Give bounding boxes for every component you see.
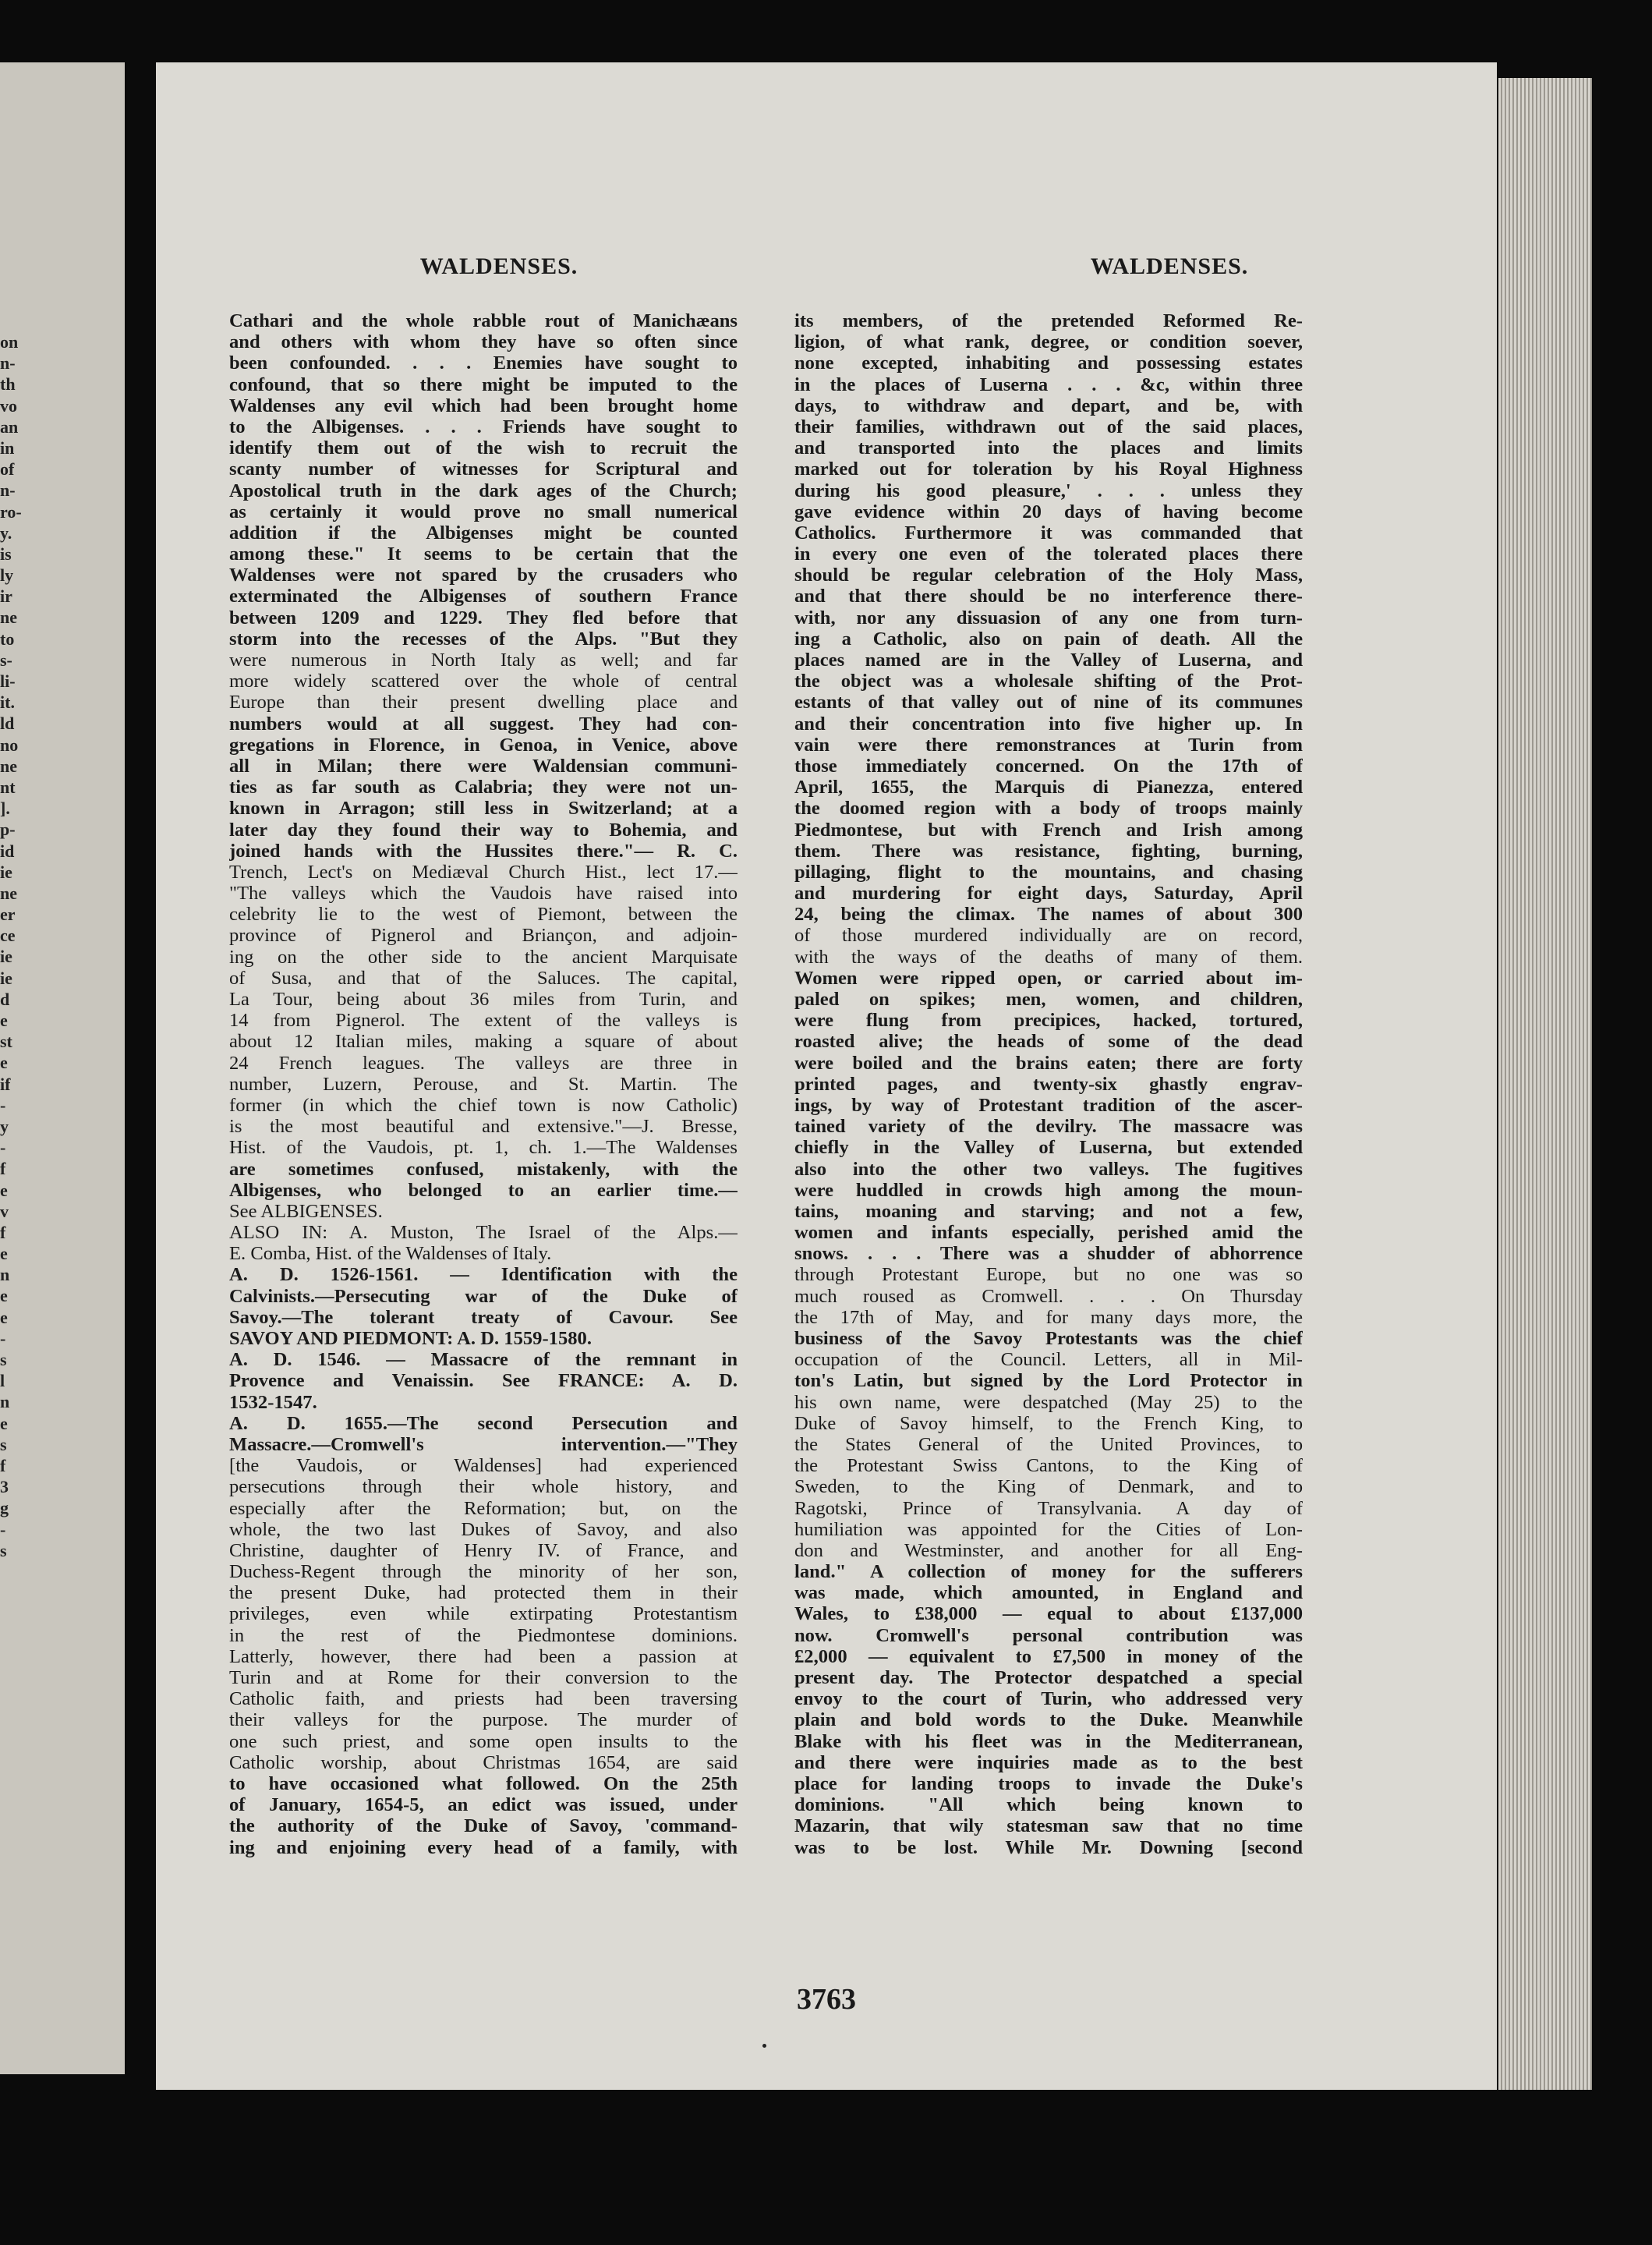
ink-speck (762, 2044, 766, 2048)
left-column-line: Waldenses any evil which had been brought home (229, 395, 738, 416)
right-text-column (794, 310, 1303, 1858)
page-number: 3763 (797, 1983, 856, 2016)
adjacent-page-line: n- (0, 353, 16, 374)
left-column-line: Apostolical truth in the dark ages of the Church; (229, 480, 738, 501)
left-column-line: ing on the other side to the ancient Marquisate (229, 946, 738, 968)
adjacent-page-line: ld (0, 714, 15, 734)
right-column-line: in every one even of the tolerated places there (794, 544, 1303, 565)
right-column-line: April, 1655, the Marquis di Pianezza, entered (794, 777, 1303, 798)
left-column-line: confound, that so there might be imputed to the (229, 374, 738, 395)
adjacent-page-line: ie (0, 947, 12, 967)
right-column-line: vain were there remonstrances at Turin from (794, 734, 1303, 756)
adjacent-page-line: if (0, 1074, 11, 1094)
adjacent-page-line: is (0, 544, 12, 564)
left-column-line: of Susa, and that of the Saluces. The capital, (229, 967, 738, 989)
adjacent-page-line: e (0, 1180, 8, 1200)
left-column-line: of January, 1654-5, an edict was issued, under (229, 1794, 738, 1816)
left-column-line: known in Arragon; still less in Switzerland; at a (229, 798, 738, 820)
right-column-line: chiefly in the Valley of Luserna, but extended (794, 1137, 1303, 1159)
right-column-line: don and Westminster, and another for all Eng- (794, 1539, 1303, 1561)
left-column-line: identify them out of the wish to recruit the (229, 437, 738, 459)
right-column-line: was made, which amounted, in England and (794, 1582, 1303, 1604)
adjacent-page-line: it. (0, 692, 15, 713)
adjacent-page-line: n (0, 1392, 10, 1412)
adjacent-page-line: - (0, 1138, 6, 1158)
adjacent-page-line: v (0, 1201, 9, 1221)
right-column-line: estants of that valley out of nine of its communes (794, 692, 1303, 714)
left-column-line: Provence and Venaissin. See FRANCE: A. D. (229, 1370, 738, 1392)
right-column-line: place for landing troops to invade the Duke's (794, 1772, 1303, 1794)
book-page (156, 62, 1497, 2090)
adjacent-page-line: vo (0, 395, 17, 416)
left-column-line: privileges, even while extirpating Protestantism (229, 1603, 738, 1625)
right-column-line: of those murdered individually are on record, (794, 925, 1303, 947)
left-column-line: "The valleys which the Vaudois have raised into (229, 883, 738, 905)
right-column-line: and there were inquiries made as to the best (794, 1751, 1303, 1773)
left-column-line: persecutions through their whole history, and (229, 1476, 738, 1498)
left-column-line: numbers would at all suggest. They had con- (229, 713, 738, 735)
left-column-line: Catholic faith, and priests had been traversing (229, 1688, 738, 1710)
right-column-line: pillaging, flight to the mountains, and chasing (794, 861, 1303, 883)
left-column-line: and others with whom they have so often since (229, 331, 738, 353)
adjacent-page-line: 3 (0, 1477, 9, 1497)
right-column-line: snows. . . . There was a shudder of abhorrence (794, 1243, 1303, 1265)
left-column-line: celebrity lie to the west of Piemont, between the (229, 904, 738, 926)
left-column-line: to have occasioned what followed. On the 25th (229, 1772, 738, 1794)
left-column-line: whole, the two last Dukes of Savoy, and also (229, 1518, 738, 1540)
left-column-line: were numerous in North Italy as well; and far (229, 650, 738, 671)
right-column-line: Mazarin, that wily statesman saw that no time (794, 1815, 1303, 1837)
right-column-line: tains, moaning and starving; and not a few, (794, 1200, 1303, 1222)
right-column-line: none excepted, inhabiting and possessing estates (794, 352, 1303, 374)
left-column-line: one such priest, and some open insults to the (229, 1730, 738, 1752)
right-column-line: also into the other two valleys. The fugitives (794, 1158, 1303, 1180)
left-column-line: 14 from Pignerol. The extent of the valleys is (229, 1010, 738, 1032)
right-column-line: occupation of the Council. Letters, all in Mil- (794, 1349, 1303, 1371)
left-column-line: all in Milan; there were Waldensian communi- (229, 755, 738, 777)
right-column-line: tained variety of the devilry. The massacre was (794, 1116, 1303, 1138)
left-column-line: are sometimes confused, mistakenly, with the (229, 1158, 738, 1180)
adjacent-page-line: ie (0, 862, 12, 882)
right-column-line: ligion, of what rank, degree, or condition soever, (794, 331, 1303, 353)
right-column-line: now. Cromwell's personal contribution was (794, 1624, 1303, 1646)
right-column-line: present day. The Protector despatched a special (794, 1667, 1303, 1688)
adjacent-page-line: s- (0, 650, 12, 670)
right-column-line: the doomed region with a body of troops mainly (794, 798, 1303, 820)
right-column-line: those immediately concerned. On the 17th of (794, 755, 1303, 777)
right-column-line: their families, withdrawn out of the said places, (794, 416, 1303, 437)
right-column-line: in the places of Luserna . . . &c, within three (794, 374, 1303, 395)
adjacent-page-line: e (0, 1244, 8, 1264)
right-column-line: days, to withdraw and depart, and be, with (794, 395, 1303, 416)
left-column-line: more widely scattered over the whole of central (229, 671, 738, 692)
adjacent-page-line: d (0, 989, 10, 1009)
adjacent-page-line: p- (0, 820, 16, 840)
left-column-line: scanty number of witnesses for Scriptural and (229, 459, 738, 480)
adjacent-page-line: st (0, 1032, 12, 1052)
left-column-line: addition if the Albigenses might be counted (229, 522, 738, 544)
right-column-line: business of the Savoy Protestants was the chief (794, 1328, 1303, 1349)
right-column-line: Piedmontese, but with French and Irish among (794, 819, 1303, 841)
left-text-column (229, 310, 738, 1858)
right-column-line: printed pages, and twenty-six ghastly engrav- (794, 1073, 1303, 1095)
right-column-line: Women were ripped open, or carried about im- (794, 967, 1303, 989)
right-column-line: with, nor any dissuasion of any one from turn- (794, 607, 1303, 629)
right-column-line: envoy to the court of Turin, who addressed very (794, 1688, 1303, 1710)
adjacent-page-line: f (0, 1455, 6, 1475)
right-column-line: ing a Catholic, also on pain of death. All the (794, 628, 1303, 650)
left-column-line: ties as far south as Calabria; they were not un- (229, 777, 738, 798)
adjacent-page-line: an (0, 416, 19, 437)
adjacent-page-line: y (0, 1116, 9, 1136)
left-column-line: later day they found their way to Bohemia, and (229, 819, 738, 841)
adjacent-page-line: l (0, 1371, 5, 1391)
right-column-line: were flung from precipices, hacked, tortured, (794, 1010, 1303, 1032)
left-column-line: A. D. 1546. — Massacre of the remnant in (229, 1349, 738, 1371)
left-column-line: A. D. 1655.—The second Persecution and (229, 1412, 738, 1434)
left-column-line: between 1209 and 1229. They fled before that (229, 607, 738, 629)
right-column-line: Blake with his fleet was in the Mediterranean, (794, 1730, 1303, 1752)
right-column-line: should be regular celebration of the Holy Mass, (794, 565, 1303, 586)
left-column-line: Massacre.—Cromwell's intervention.—"They (229, 1433, 738, 1455)
right-column-line: gave evidence within 20 days of having become (794, 501, 1303, 522)
right-column-line: the Protestant Swiss Cantons, to the King of (794, 1455, 1303, 1477)
adjacent-page-line: to (0, 629, 15, 649)
adjacent-page-line: of (0, 459, 15, 480)
left-column-line: to the Albigenses. . . . Friends have sought to (229, 416, 738, 437)
left-column-line: SAVOY AND PIEDMONT: A. D. 1559-1580. (229, 1328, 592, 1349)
right-column-line: £2,000 — equivalent to £7,500 in money of the (794, 1645, 1303, 1667)
adjacent-page-line: nt (0, 777, 16, 797)
adjacent-page-line: - (0, 1328, 6, 1348)
right-column-line: Duke of Savoy himself, to the French King, to (794, 1412, 1303, 1434)
adjacent-page-line: f (0, 1222, 6, 1242)
adjacent-page-line: e (0, 1286, 8, 1306)
right-column-line: ings, by way of Protestant tradition of the ascer- (794, 1094, 1303, 1116)
left-column-line: Europe than their present dwelling place and (229, 692, 738, 714)
right-column-line: with the ways of the deaths of many of them. (794, 946, 1303, 968)
page-stack-edge (1498, 78, 1592, 2090)
right-column-line: paled on spikes; men, women, and children, (794, 989, 1303, 1010)
left-column-line: the authority of the Duke of Savoy, 'command- (229, 1815, 738, 1837)
adjacent-page-line: e (0, 1011, 8, 1030)
left-column-line: La Tour, being about 36 miles from Turin, and (229, 989, 738, 1010)
adjacent-page-line: ne (0, 756, 17, 776)
left-column-line: gregations in Florence, in Genoa, in Venice, above (229, 734, 738, 756)
left-column-line: 24 French leagues. The valleys are three in (229, 1052, 738, 1074)
left-column-line: in the rest of the Piedmontese dominions. (229, 1624, 738, 1646)
running-head-right: WALDENSES. (1090, 253, 1249, 279)
left-column-line: Catholic worship, about Christmas 1654, are said (229, 1751, 738, 1773)
adjacent-page-line: ir (0, 586, 12, 607)
adjacent-page-line: f (0, 1159, 6, 1179)
left-column-line: the present Duke, had protected them in their (229, 1582, 738, 1604)
right-column-line: the States General of the United Provinces, to (794, 1433, 1303, 1455)
left-column-line: number, Luzern, Perouse, and St. Martin. The (229, 1073, 738, 1095)
left-column-line: Waldenses were not spared by the crusaders who (229, 565, 738, 586)
right-column-line: marked out for toleration by his Royal Highness (794, 459, 1303, 480)
right-column-line: them. There was resistance, fighting, burning, (794, 840, 1303, 862)
adjacent-page-line: n- (0, 480, 16, 501)
right-column-line: Catholics. Furthermore it was commanded that (794, 522, 1303, 544)
adjacent-page-line: - (0, 1519, 6, 1539)
adjacent-page-line: er (0, 905, 16, 925)
running-head-left: WALDENSES. (419, 253, 578, 279)
left-column-line: Latterly, however, there had been a passion at (229, 1645, 738, 1667)
right-column-line: was to be lost. While Mr. Downing [second (794, 1836, 1303, 1858)
right-column-line: and transported into the places and limits (794, 437, 1303, 459)
adjacent-page-line: ie (0, 968, 12, 988)
right-column-line: through Protestant Europe, but no one was so (794, 1264, 1303, 1286)
adjacent-page-line: ]. (0, 798, 10, 819)
adjacent-page-line: g (0, 1498, 9, 1518)
adjacent-page-line: s (0, 1540, 7, 1560)
adjacent-page-line: on (0, 332, 19, 352)
left-column-line: joined hands with the Hussites there."— R. C. (229, 840, 738, 862)
adjacent-page-line: ne (0, 607, 17, 628)
adjacent-page-text (0, 331, 22, 1561)
left-column-line: Calvinists.—Persecuting war of the Duke of (229, 1285, 738, 1307)
left-column-line: former (in which the chief town is now Catholic) (229, 1094, 738, 1116)
right-column-line: during his good pleasure,' . . . unless they (794, 480, 1303, 501)
left-column-line: as certainly it would prove no small numerical (229, 501, 738, 522)
adjacent-page-line: s (0, 1434, 7, 1454)
left-column-line: about 12 Italian miles, making a square of about (229, 1031, 738, 1053)
left-column-line: ALSO IN: A. Muston, The Israel of the Alps.— (229, 1222, 738, 1244)
left-column-line: Trench, Lect's on Mediæval Church Hist., lect 17.— (229, 861, 738, 883)
adjacent-page-line: ce (0, 926, 16, 946)
adjacent-page-line: ly (0, 565, 14, 586)
adjacent-page-line: li- (0, 671, 16, 691)
left-column-line: 1532-1547. (229, 1391, 317, 1413)
left-column-line: Savoy.—The tolerant treaty of Cavour. See (229, 1306, 738, 1328)
right-column-line: dominions. "All which being known to (794, 1794, 1303, 1816)
adjacent-page-line: e (0, 1307, 8, 1327)
left-column-line: is the most beautiful and extensive."—J. Bresse, (229, 1116, 738, 1138)
left-column-line: Albigenses, who belonged to an earlier time.— (229, 1179, 738, 1201)
adjacent-page-line: y. (0, 522, 12, 543)
right-column-line: women and infants especially, perished amid the (794, 1222, 1303, 1244)
left-column-line: among these." It seems to be certain that the (229, 544, 738, 565)
right-column-line: were huddled in crowds high among the moun- (794, 1179, 1303, 1201)
left-column-line: their valleys for the purpose. The murder of (229, 1709, 738, 1731)
left-column-line: E. Comba, Hist. of the Waldenses of Italy. (229, 1243, 552, 1265)
right-column-line: the 17th of May, and for many days more, the (794, 1306, 1303, 1328)
right-column-line: Ragotski, Prince of Transylvania. A day of (794, 1497, 1303, 1519)
right-column-line: Wales, to £38,000 — equal to about £137,000 (794, 1603, 1303, 1625)
right-column-line: ton's Latin, but signed by the Lord Protector in (794, 1370, 1303, 1392)
adjacent-page-fragment (0, 62, 125, 2074)
adjacent-page-line: s (0, 1350, 7, 1369)
left-column-line: storm into the recesses of the Alps. "But they (229, 628, 738, 650)
adjacent-page-line: no (0, 735, 19, 755)
adjacent-page-line: in (0, 437, 15, 458)
left-column-line: Cathari and the whole rabble rout of Manichæans (229, 310, 738, 331)
right-column-line: roasted alive; the heads of some of the dead (794, 1031, 1303, 1053)
left-column-line: Turin and at Rome for their conversion to the (229, 1667, 738, 1688)
adjacent-page-line: id (0, 841, 15, 861)
adjacent-page-line: e (0, 1413, 8, 1433)
right-column-line: much roused as Cromwell. . . . On Thursday (794, 1285, 1303, 1307)
right-column-line: and that there should be no interference there- (794, 586, 1303, 607)
left-column-line: province of Pignerol and Briançon, and adjoin- (229, 925, 738, 947)
adjacent-page-line: ne (0, 883, 17, 903)
right-column-line: were boiled and the brains eaten; there are forty (794, 1052, 1303, 1074)
left-column-line: ing and enjoining every head of a family, with (229, 1836, 738, 1858)
right-column-line: plain and bold words to the Duke. Meanwhile (794, 1709, 1303, 1731)
right-column-line: land." A collection of money for the sufferers (794, 1561, 1303, 1583)
right-column-line: and their concentration into five higher up. In (794, 713, 1303, 735)
adjacent-page-line: n (0, 1265, 10, 1285)
left-column-line: Christine, daughter of Henry IV. of France, and (229, 1539, 738, 1561)
right-column-line: his own name, were despatched (May 25) to the (794, 1391, 1303, 1413)
right-column-line: 24, being the climax. The names of about 300 (794, 904, 1303, 926)
right-column-line: and murdering for eight days, Saturday, April (794, 883, 1303, 905)
left-column-line: Duchess-Regent through the minority of her son, (229, 1561, 738, 1583)
left-column-line: been confounded. . . . Enemies have sought to (229, 352, 738, 374)
left-column-line: Hist. of the Vaudois, pt. 1, ch. 1.—The Waldenses (229, 1137, 738, 1159)
right-column-line: humiliation was appointed for the Cities of Lon- (794, 1518, 1303, 1540)
left-column-line: exterminated the Albigenses of southern France (229, 586, 738, 607)
left-column-line: [the Vaudois, or Waldenses] had experienced (229, 1455, 738, 1477)
right-column-line: the object was a wholesale shifting of the Prot- (794, 671, 1303, 692)
right-column-line: its members, of the pretended Reformed Re- (794, 310, 1303, 331)
adjacent-page-line: ro- (0, 501, 22, 522)
right-column-line: Sweden, to the King of Denmark, and to (794, 1476, 1303, 1498)
left-column-line: See ALBIGENSES. (229, 1200, 383, 1222)
left-column-line: especially after the Reformation; but, on the (229, 1497, 738, 1519)
adjacent-page-line: - (0, 1095, 6, 1115)
adjacent-page-line: e (0, 1053, 8, 1073)
left-column-line: A. D. 1526-1561. — Identification with the (229, 1264, 738, 1286)
adjacent-page-line: th (0, 374, 16, 395)
right-column-line: places named are in the Valley of Luserna, and (794, 650, 1303, 671)
